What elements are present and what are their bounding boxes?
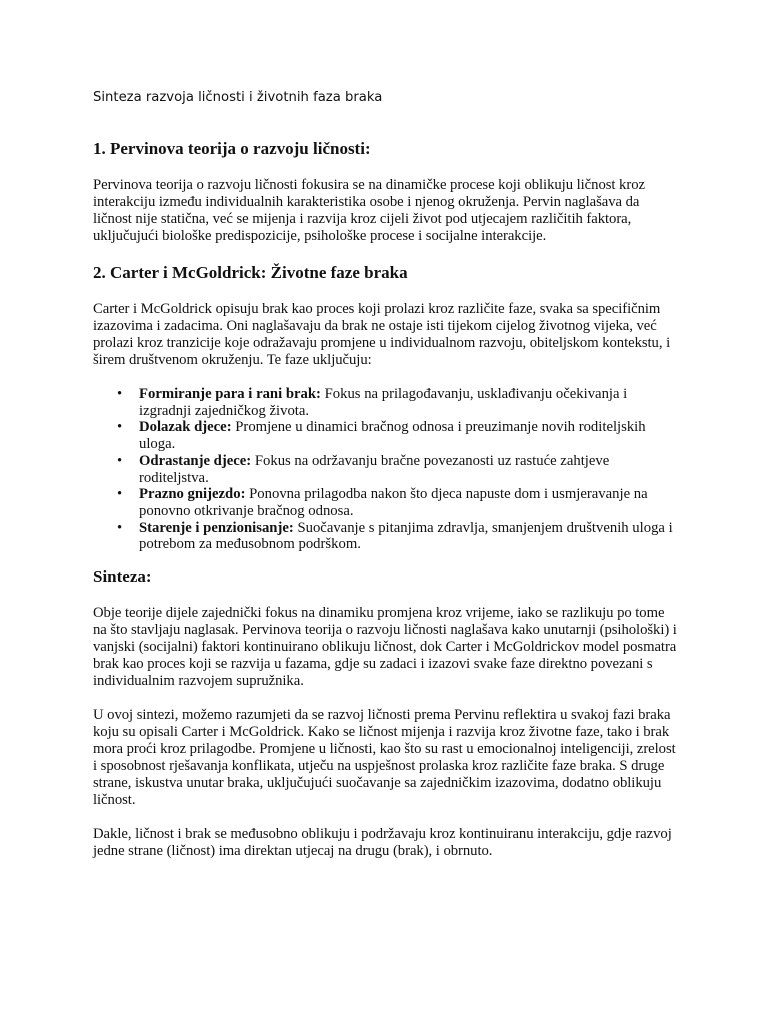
phase-description: Suočavanje s pitanjima zdravlja, smanjenjem društvenih uloga i potrebom za međusobnom podrškom. <box>139 519 673 553</box>
paragraph-pervin-theory: Pervinova teorija o razvoju ličnosti fokusira se na dinamičke procese koji oblikuju ličnost kroz interakciju između individualnih karakteristika osobe i njenog okruženja. Pervin naglašava da ličnost nije statična, već se mijenja i razvija kroz cijeli život pod utjecajem različitih faktora, uključujući biološke predispozicije, psihološke procese i socijalne interakcije. <box>93 177 645 244</box>
phase-term: Formiranje para i rani brak: <box>139 386 321 402</box>
bullet-icon: • <box>117 452 123 469</box>
phase-term: Odrastanje djece: <box>139 452 252 469</box>
paragraph-synthesis-2: U ovoj sintezi, možemo razumjeti da se razvoj ličnosti prema Pervinu reflektira u svakoj fazi braka koju su opisali Carter i McGoldrick. Kako se ličnost mijenja i razvija kroz životne faze, tako i brak mora proći kroz prilagodbe. Promjene u ličnosti, kao što su rast u emocionalnoj inteligenciji, zrelost i sposobnost rješavanja konflikata, utječu na uspješnost prolaska kroz različite faze braka. S druge strane, iskustva unutar braka, uključujući suočavanje sa zajedničkim izazovima, dodatno oblikuju ličnost. <box>93 707 676 809</box>
list-item-phase-4 <box>117 486 680 519</box>
marriage-phases-list <box>93 386 680 553</box>
phase-term: Dolazak djece: <box>139 419 232 436</box>
bullet-icon: • <box>117 486 123 503</box>
section-heading-pervin: 1. Pervinova teorija o razvoju ličnosti: <box>93 139 371 158</box>
bullet-icon: • <box>117 386 123 402</box>
phase-term: Prazno gnijezdo: <box>139 486 246 503</box>
phase-term: Starenje i penzionisanje: <box>139 519 294 536</box>
paragraph-synthesis-1: Obje teorije dijele zajednički fokus na dinamiku promjena kroz vrijeme, iako se razlikuju po tome na što stavljaju naglasak. Pervinova teorija o razvoju ličnosti naglašava kako unutarnji (psihološki) i vanjski (socijalni) faktori kontinuirano oblikuju ličnost, dok Carter i McGoldrickov model posmatra brak kao proces koji se razvija u fazama, gdje su zadaci i izazovi svake faze direktno povezani s individualnim razvojem supružnika. <box>93 605 677 690</box>
section-heading-carter-mcgoldrick: 2. Carter i McGoldrick: Životne faze braka <box>93 263 408 282</box>
phase-description: Ponovna prilagodba nakon što djeca napuste dom i usmjeravanje na ponovno otkrivanje bračnog odnosa. <box>139 486 648 519</box>
phase-description: Fokus na održavanju bračne povezanosti uz rastuće zahtjeve roditeljstva. <box>139 452 610 486</box>
bullet-icon: • <box>117 519 123 536</box>
paragraph-synthesis-3: Dakle, ličnost i brak se međusobno oblikuju i podržavaju kroz kontinuiranu interakciju, gdje razvoj jedne strane (ličnost) ima direktan utjecaj na drugu (brak), i obrnuto. <box>93 826 672 860</box>
phase-description: Promjene u dinamici bračnog odnosa i preuzimanje novih roditeljskih uloga. <box>139 419 646 453</box>
list-item-phase-1 <box>117 386 680 419</box>
list-item-phase-5 <box>117 519 680 553</box>
list-item-phase-2 <box>117 419 680 453</box>
bullet-icon: • <box>117 419 123 436</box>
phase-description: Fokus na prilagođavanju, usklađivanju očekivanja i izgradnji zajedničkog života. <box>139 386 628 419</box>
list-item-phase-3 <box>117 452 680 486</box>
document-title: Sinteza razvoja ličnosti i životnih faza braka <box>93 90 383 105</box>
section-heading-synthesis: Sinteza: <box>93 567 152 587</box>
paragraph-carter-mcgoldrick: Carter i McGoldrick opisuju brak kao proces koji prolazi kroz različite faze, svaka sa specifičnim izazovima i zadacima. Oni naglašavaju da brak ne ostaje isti tijekom cijelog životnog vijeka, već prolazi kroz tranzicije koje odražavaju promjene u individualnom razvoju, obiteljskom kontekstu, i širem društvenom okruženju. Te faze uključuju: <box>93 301 671 368</box>
